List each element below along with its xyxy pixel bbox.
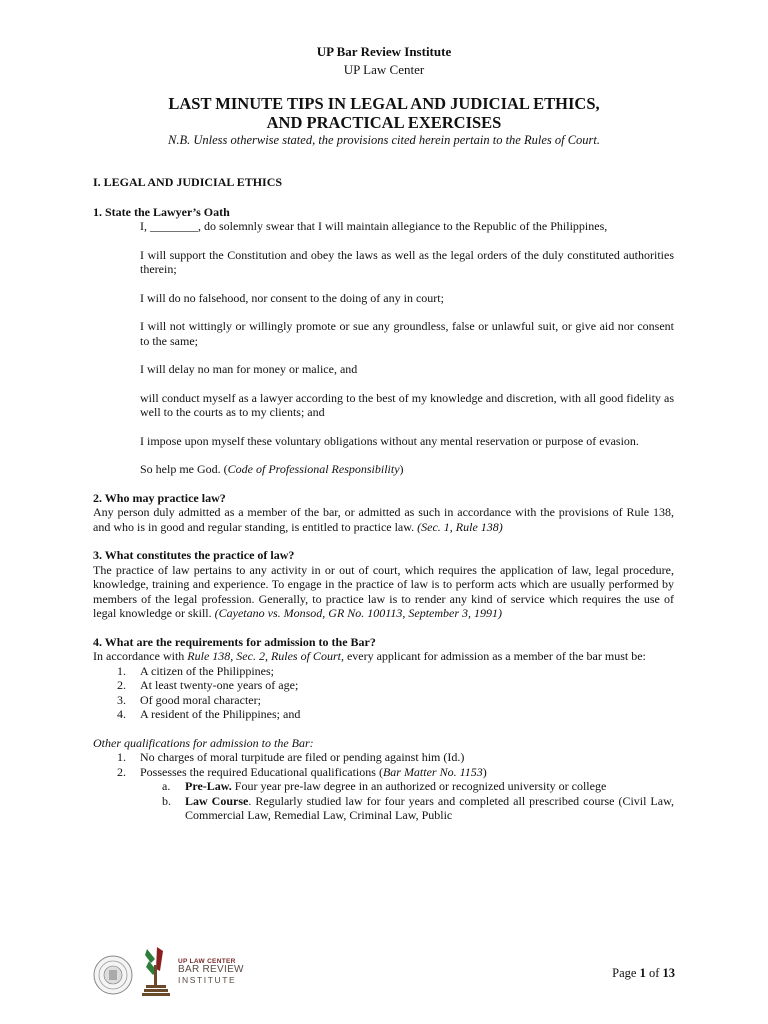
list-item: 1. A citizen of the Philippines; [117, 663, 274, 678]
question-1: 1. State the Lawyer’s Oath [93, 204, 230, 219]
oath-text [93, 219, 674, 477]
institute-name: UP Bar Review Institute [316, 44, 452, 59]
oath-closing: So help me God. (Code of Professional Responsibility) [140, 462, 404, 476]
oath-paragraph: I will support the Constitution and obey the laws as well as the legal orders of the duly constituted authorities therein; [140, 247, 674, 276]
center-name: UP Law Center [343, 62, 425, 77]
list-item: a. Pre-Law. Four year pre-law degree in an authorized or recognized university or college [162, 779, 607, 793]
other-qualifications-list [93, 750, 674, 779]
bar-review-logo-text: UP LAW CENTER BAR REVIEW INSTITUTE [178, 958, 244, 985]
citation: Rule 138, Sec. 2, Rules of Court, [187, 649, 344, 663]
list-item: 2. At least twenty-one years of age; [117, 678, 299, 692]
answer-3: The practice of law pertains to any activity in or out of court, which requires the application of law, legal procedure, knowledge, training and experience. To engage in the practice of law is to perform acts which are usually performed by members of the legal profession. Generally, to practice law is to render any kind of service which requires the use of legal knowledge or skill. (Cayetano vs. Monsod, GR No. 100113, September 3, 1991) [93, 562, 674, 620]
list-item: 2. Possesses the required Educational qualifications (Bar Matter No. 1153) [117, 764, 487, 779]
list-item: b. Law Course. Regularly studied law for four years and completed all prescribed course (Civil Law, Commercial Law, Remedial Law, Criminal Law, Public [162, 793, 674, 822]
question-2: 2. Who may practice law? [93, 490, 226, 505]
seal-icon [93, 955, 133, 995]
question-3: 3. What constitutes the practice of law? [93, 548, 295, 562]
oath-paragraph: I will not wittingly or willingly promote or sue any groundless, false or unlawful suit, or give aid nor consent to the same; [140, 319, 674, 348]
oath-paragraph: will conduct myself as a lawyer according to the best of my knowledge and discretion, with all good fidelity as well to the courts as to my clients; and [140, 390, 674, 419]
oath-citation: Code of Professional Responsibility [227, 462, 400, 476]
list-item: 4. A resident of the Philippines; and [117, 707, 301, 721]
document-title [0, 94, 768, 132]
citation: (Sec. 1, Rule 138) [417, 519, 503, 534]
answer-4-intro: In accordance with Rule 138, Sec. 2, Rules of Court, every applicant for admission as a member of the bar must be: [93, 649, 646, 663]
oath-paragraph: I, ________, do solemnly swear that I will maintain allegiance to the Republic of the Philippines, [140, 219, 608, 233]
bar-review-logo-icon [141, 945, 171, 997]
question-4: 4. What are the requirements for admission to the Bar? [93, 634, 376, 649]
list-item: 1. No charges of moral turpitude are filed or pending against him (Id.) [117, 750, 465, 764]
list-item: 3. Of good moral character; [117, 692, 261, 707]
requirements-list [93, 664, 674, 722]
section-heading: I. LEGAL AND JUDICIAL ETHICS [93, 175, 283, 189]
education-list [93, 779, 674, 823]
other-qualifications-label: Other qualifications for admission to the Bar: [93, 735, 314, 750]
citation: Bar Matter No. 1153 [382, 764, 483, 779]
oath-paragraph: I will do no falsehood, nor consent to the doing of any in court; [140, 290, 444, 305]
document-body [93, 175, 674, 823]
oath-paragraph: I impose upon myself these voluntary obligations without any mental reservation or purpose of evasion. [140, 433, 639, 448]
title-line-1: LAST MINUTE TIPS IN LEGAL AND JUDICIAL ETHICS, [168, 94, 600, 113]
page-number: Page 1 of 13 [612, 966, 675, 980]
title-line-2: AND PRACTICAL EXERCISES [266, 113, 502, 132]
oath-paragraph: I will delay no man for money or malice, and [140, 362, 358, 376]
note: N.B. Unless otherwise stated, the provisions cited herein pertain to the Rules of Court. [167, 133, 601, 147]
citation: (Cayetano vs. Monsod, GR No. 100113, September 3, 1991) [214, 606, 503, 620]
answer-2: Any person duly admitted as a member of the bar, or admitted as such in accordance with the provisions of Rule 138, and who is in good and regular standing, is entitled to practice law. (Sec. 1, Rule 138) [93, 505, 674, 534]
